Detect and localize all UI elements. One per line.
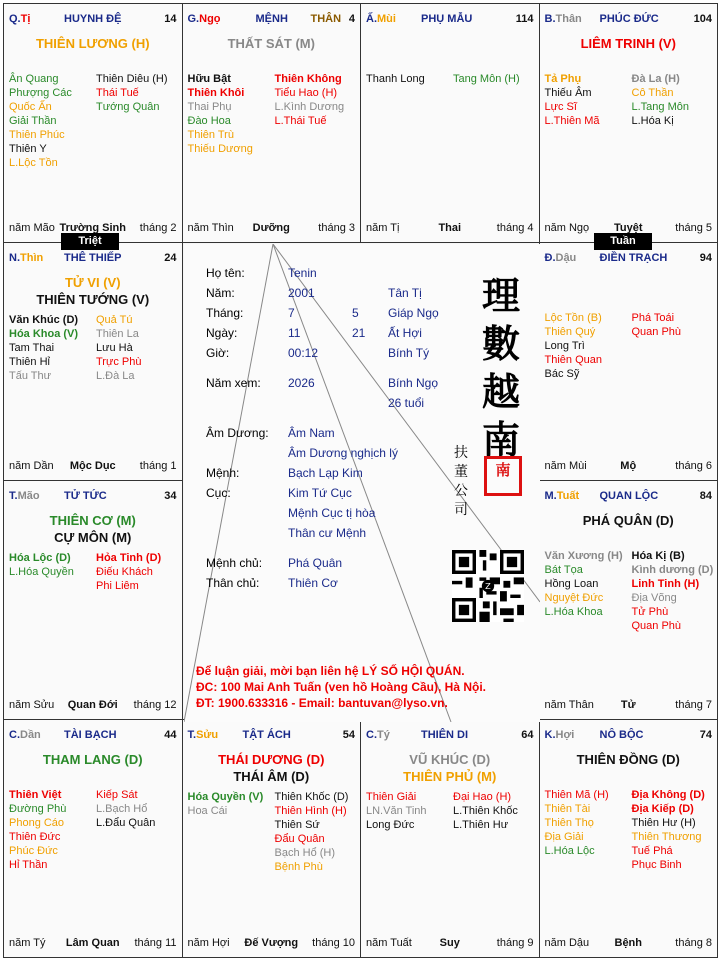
minor-star: Tam Thai (9, 341, 55, 354)
footer-phase: Lâm Quan (65, 937, 120, 949)
right-star-column (632, 72, 689, 128)
menh-chu-label: Mệnh chủ: (206, 556, 263, 570)
day-can-chi: Ất Hợi (388, 326, 422, 340)
minor-star: Thiên Hình (H) (274, 804, 347, 817)
minor-star: Long Đức (366, 818, 415, 831)
palace-header (366, 13, 534, 29)
minor-star: Thiên Quý (544, 325, 596, 338)
year-value: 2001 (288, 286, 315, 300)
minor-star: Phá Toái (631, 311, 675, 324)
footer-phase: Trường Sinh (59, 221, 126, 234)
palace-cell-dan (3, 719, 183, 959)
footer-month: tháng 9 (496, 937, 534, 949)
main-star: TỬ VI (V) (64, 274, 121, 290)
minor-star: L.Thiên Hư (453, 818, 509, 831)
palace-name: ĐIỀN TRẠCH (599, 251, 668, 264)
palace-name: QUAN LỘC (599, 490, 659, 502)
footer-year: năm Tý (9, 937, 46, 949)
minor-star: L.Bạch Hổ (96, 802, 148, 815)
palace-header (9, 13, 177, 29)
minor-star: Lộc Tồn (B) (544, 311, 602, 324)
main-star: THÁI ÂM (D) (233, 768, 310, 784)
footer-year: năm Hợi (187, 937, 230, 949)
minor-star: Hồng Loan (544, 578, 599, 590)
palace-cell-suu (182, 719, 362, 959)
name-value: Tenin (288, 266, 317, 280)
triet-badge: Triệt (61, 233, 119, 250)
cuc-label: Cục: (206, 486, 231, 500)
main-star: THAM LANG (D) (42, 751, 143, 767)
footer-month: tháng 8 (675, 937, 712, 949)
palace-stem: K.Hợi (544, 728, 575, 741)
minor-star: Phúc Đức (9, 844, 58, 857)
than-chu-value: Thiên Cơ (288, 576, 338, 590)
main-star: CỰ MÔN (M) (54, 530, 132, 545)
view-year-label: Năm xem: (206, 376, 261, 390)
footer-year: năm Ngọ (544, 221, 590, 234)
palace-header (545, 490, 713, 506)
main-star: THIÊN LƯƠNG (H) (35, 36, 150, 51)
minor-star: Ân Quang (9, 73, 59, 85)
left-star-column (9, 788, 66, 872)
qr-code-icon[interactable] (452, 550, 524, 622)
right-star-column (96, 551, 161, 593)
minor-star: Hữu Bật (187, 73, 231, 85)
minor-star: Thai Phụ (187, 101, 232, 113)
month-solar: 7 (288, 306, 295, 320)
palace-branch: Hợi (555, 728, 575, 741)
palace-footer (188, 222, 356, 236)
than-chu-label: Thân chủ: (206, 576, 260, 590)
minor-star: Quốc Ấn (9, 101, 52, 113)
palace-stem: G.Ngọ (187, 13, 221, 25)
dai-han-number: 44 (164, 728, 177, 741)
minor-star: Quan Phù (631, 325, 682, 338)
side-inscription: 扶董公司 (454, 445, 468, 518)
year-can-chi: Tân Tị (388, 286, 422, 300)
palace-branch: Mão (17, 490, 40, 502)
main-star: THIÊN CƠ (M) (49, 513, 136, 528)
footer-month: tháng 11 (134, 937, 177, 949)
palace-cell-ty (360, 719, 540, 959)
minor-star: Thiếu Âm (544, 87, 592, 99)
minor-star: Đại Hao (H) (453, 790, 512, 803)
am-duong-note: Âm Dương nghịch lý (288, 446, 398, 460)
palace-stem: M.Tuất (544, 490, 580, 502)
palace-cell-hoi (539, 719, 719, 959)
minor-star: Thiên Mã (H) (544, 788, 609, 801)
right-star-column (632, 788, 705, 872)
palace-header (9, 729, 177, 745)
palace-cell-than (539, 3, 719, 243)
palace-cell-mao (3, 480, 183, 720)
palace-name: TÀI BẠCH (64, 728, 117, 741)
minor-star: Phong Cáo (9, 816, 65, 829)
main-star: LIÊM TRINH (V) (580, 36, 676, 51)
minor-star: Thiên Thọ (544, 816, 594, 829)
palace-footer (545, 460, 713, 474)
minor-star: Tướng Quân (96, 101, 160, 113)
footer-month: tháng 3 (318, 221, 355, 234)
palace-stem: T.Mão (9, 490, 40, 502)
red-seal: 南 (484, 456, 522, 496)
month-label: Tháng: (206, 306, 244, 320)
view-year-value: 2026 (288, 376, 315, 390)
minor-star: Tiểu Hao (H) (274, 87, 338, 99)
left-star-column (545, 72, 600, 128)
menh-label: Mệnh: (206, 466, 240, 480)
dai-han-number: 104 (693, 13, 712, 25)
left-star-column (545, 549, 623, 619)
palace-footer (9, 699, 177, 713)
palace-stem: T.Sửu (187, 728, 219, 741)
minor-star: L.Đẩu Quân (96, 816, 156, 829)
minor-star: Linh Tinh (H) (631, 578, 700, 590)
minor-star: Kình dương (D) (631, 564, 714, 576)
month-lunar: 5 (352, 306, 359, 320)
right-star-column (632, 311, 682, 339)
minor-star: L.Hóa Khoa (544, 606, 603, 618)
palace-name: PHÚC ĐỨC (599, 13, 659, 25)
minor-star: Cô Thần (631, 87, 674, 99)
minor-star: Tả Phụ (544, 73, 582, 85)
name-label: Họ tên: (206, 266, 245, 280)
minor-star: Quan Phù (631, 620, 682, 632)
minor-star: Đẩu Quân (274, 832, 325, 845)
palace-name: HUYNH ĐỆ (64, 13, 122, 25)
dai-han-number: 94 (699, 251, 712, 264)
footer-phase: Quan Đới (67, 698, 118, 711)
minor-star: Thanh Long (366, 73, 425, 85)
minor-star: L.Thiên Mã (544, 115, 600, 127)
palace-header (545, 729, 713, 745)
minor-star: Thiên Y (9, 143, 47, 155)
than-marker: THÂN (310, 13, 342, 25)
palace-branch: Sửu (196, 728, 219, 741)
palace-footer (9, 937, 177, 951)
palace-footer (188, 937, 356, 951)
footer-phase: Thai (438, 221, 462, 234)
footer-phase: Tuyệt (613, 221, 643, 234)
main-star: THẤT SÁT (M) (227, 36, 315, 51)
left-star-column (545, 311, 602, 381)
minor-star: Bát Tọa (544, 564, 583, 576)
footer-year: năm Thân (544, 698, 594, 711)
minor-star: Đường Phù (9, 802, 67, 815)
minor-star: Nguyệt Đức (544, 592, 604, 604)
left-star-column (9, 551, 74, 579)
left-star-column (366, 72, 425, 86)
palace-branch: Dậu (555, 251, 577, 264)
dai-han-number: 114 (515, 13, 534, 25)
minor-star: Hỏa Tinh (D) (96, 552, 162, 564)
main-star: PHÁ QUÂN (D) (582, 513, 674, 528)
minor-star: Thiên Thương (631, 830, 702, 843)
minor-star: Tử Phù (631, 606, 669, 618)
minor-star: Lưu Hà (96, 341, 133, 354)
dai-han-number: 34 (164, 490, 177, 502)
year-label: Năm: (206, 286, 235, 300)
main-star: THIÊN ĐỒNG (D) (576, 751, 680, 767)
palace-header (188, 729, 356, 745)
palace-branch: Tị (20, 13, 31, 25)
minor-star: Bệnh Phù (274, 860, 323, 873)
palace-footer (9, 460, 177, 474)
right-star-column (96, 72, 168, 114)
footer-year: năm Mùi (544, 460, 587, 472)
minor-star: Phục Binh (631, 858, 682, 871)
minor-star: Thiên Sứ (274, 818, 320, 831)
footer-year: năm Thìn (187, 221, 234, 234)
palace-footer (366, 222, 534, 236)
cuc-value: Kim Tứ Cục (288, 486, 352, 500)
minor-star: Bạch Hổ (H) (274, 846, 336, 859)
minor-star: Thiên Hỉ (9, 355, 50, 368)
minor-star: L.Tang Môn (631, 101, 689, 113)
footer-phase: Dưỡng (252, 221, 290, 234)
minor-star: L.Hóa Kị (631, 115, 674, 127)
footer-phase: Suy (439, 937, 460, 949)
minor-star: Trực Phù (96, 355, 142, 368)
palace-header (366, 729, 534, 745)
am-duong-value: Âm Nam (288, 426, 335, 440)
palace-branch: Thìn (20, 251, 44, 264)
menh-chu-value: Phá Quân (288, 556, 343, 570)
footer-year: năm Dần (9, 460, 54, 472)
palace-cell-thin (3, 242, 183, 482)
minor-star: LN.Văn Tinh (366, 804, 427, 817)
left-star-column (545, 788, 609, 858)
footer-phase: Mộ (620, 460, 637, 472)
palace-footer (545, 937, 713, 951)
footer-phase: Tử (620, 698, 636, 711)
minor-star: Thiên Quan (544, 353, 602, 366)
month-can-chi: Giáp Ngọ (388, 306, 439, 320)
palace-cell-tuat (539, 480, 719, 720)
right-star-column (275, 790, 349, 874)
palace-footer (366, 937, 534, 951)
minor-star: L.Lộc Tồn (9, 157, 58, 169)
minor-star: Thiên Phúc (9, 129, 65, 141)
view-year-can-chi: Bính Ngọ (388, 376, 439, 390)
hour-can-chi: Bính Tý (388, 346, 430, 360)
palace-name: TỬ TỨC (64, 490, 107, 502)
palace-header (188, 13, 356, 29)
minor-star: Thiên Đức (9, 830, 61, 843)
left-star-column (188, 790, 264, 818)
dai-han-number: 74 (699, 728, 712, 741)
day-lunar: 21 (352, 326, 366, 340)
minor-star: Phi Liêm (96, 580, 139, 592)
palace-name: PHỤ MẪU (421, 13, 473, 25)
footer-year: năm Tuất (366, 937, 412, 949)
contact-line-2: ĐC: 100 Mai Anh Tuấn (ven hồ Hoàng Cầu), Hà Nội. (196, 680, 487, 694)
footer-month: tháng 2 (139, 221, 177, 234)
dai-han-number: 64 (521, 728, 534, 741)
right-star-column (453, 790, 518, 832)
palace-cell-ngo (182, 3, 362, 243)
left-star-column (188, 72, 253, 156)
palace-name: THIÊN DI (421, 728, 469, 741)
palace-name: NÔ BỘC (599, 728, 644, 741)
palace-stem: N.Thìn (9, 251, 44, 264)
dai-han-number: 84 (699, 490, 712, 502)
minor-star: Địa Giải (544, 830, 584, 843)
minor-star: L.Kình Dương (274, 101, 345, 113)
dai-han-number: 4 (348, 13, 355, 25)
minor-star: Địa Kiếp (D) (631, 802, 694, 815)
calligraphy-logo: 理數越南 (481, 273, 520, 462)
palace-cell-ti (3, 3, 183, 243)
minor-star: Thiên La (96, 327, 139, 340)
palace-stem: Q.Tị (9, 13, 31, 25)
minor-star: Hóa Lộc (D) (9, 552, 71, 564)
minor-star: Văn Khúc (D) (9, 313, 79, 326)
palace-branch: Ngọ (199, 13, 221, 25)
svg-text:Z: Z (485, 581, 491, 592)
palace-name: THÊ THIẾP (64, 251, 122, 264)
palace-stem: C.Dần (9, 728, 41, 741)
minor-star: Thiên Tài (544, 802, 591, 815)
minor-star: Bác Sỹ (544, 367, 580, 380)
footer-year: năm Sửu (9, 698, 55, 711)
main-star: THIÊN TƯỚNG (V) (36, 291, 150, 307)
minor-star: L.Đà La (96, 369, 135, 382)
main-star: THÁI DƯƠNG (D) (218, 751, 325, 767)
minor-star: Thiên Không (274, 73, 342, 85)
palace-branch: Mùi (377, 13, 396, 25)
dai-han-number: 14 (164, 13, 177, 25)
footer-phase: Bệnh (614, 937, 642, 949)
palace-header (545, 252, 713, 268)
hour-label: Giờ: (206, 346, 230, 360)
minor-star: Văn Xương (H) (544, 550, 623, 562)
minor-star: L.Hóa Quyền (9, 566, 74, 578)
minor-star: Đào Hoa (187, 115, 231, 127)
main-star: VŨ KHÚC (D) (409, 751, 491, 767)
minor-star: Thiên Diêu (H) (96, 73, 168, 85)
minor-star: Địa Võng (631, 592, 677, 604)
menh-value: Bạch Lạp Kim (288, 466, 363, 480)
main-star: THIÊN PHỦ (M) (403, 768, 497, 784)
right-star-column (275, 72, 345, 128)
palace-branch: Dần (20, 728, 41, 741)
palace-header (9, 490, 177, 506)
minor-star: Tấu Thư (9, 369, 52, 382)
minor-star: Thiên Khốc (D) (274, 790, 349, 803)
day-label: Ngày: (206, 326, 238, 340)
minor-star: Hỉ Thần (9, 858, 48, 871)
footer-year: năm Tị (366, 221, 400, 234)
minor-star: Thiên Hư (H) (631, 816, 696, 829)
palace-cell-dau (539, 242, 719, 482)
minor-star: Giải Thần (9, 115, 57, 127)
minor-star: L.Hóa Lộc (544, 844, 595, 857)
minor-star: Thiên Việt (9, 788, 62, 801)
minor-star: Phượng Các (9, 87, 72, 99)
minor-star: L.Thiên Khốc (453, 804, 518, 817)
right-star-column (96, 788, 155, 830)
footer-month: tháng 6 (675, 460, 712, 472)
minor-star: Hóa Khoa (V) (9, 327, 79, 340)
dai-han-number: 54 (342, 728, 355, 741)
footer-phase: Đế Vượng (244, 937, 299, 949)
horoscope-chart (3, 3, 717, 957)
minor-star: Thiên Trù (187, 129, 234, 141)
left-star-column (9, 313, 78, 383)
palace-stem: Ấ.Mùi (366, 13, 396, 25)
footer-month: tháng 12 (133, 698, 177, 711)
palace-name: MỆNH (255, 13, 288, 25)
right-star-column (96, 313, 141, 383)
footer-phase: Mộc Dục (69, 460, 116, 472)
minor-star: Địa Không (D) (631, 788, 705, 801)
minor-star: Thiên Khôi (187, 87, 245, 99)
minor-star: Hóa Quyền (V) (187, 790, 264, 803)
minor-star: Kiếp Sát (96, 788, 138, 801)
footer-month: tháng 4 (496, 221, 534, 234)
left-star-column (9, 72, 72, 170)
minor-star: Điếu Khách (96, 566, 153, 578)
hour-value: 00:12 (288, 346, 319, 360)
contact-line-3: ĐT: 1900.633316 - Email: bantuvan@lyso.vn. (196, 696, 448, 710)
footer-year: năm Dậu (544, 937, 590, 949)
palace-name: TẬT ÁCH (242, 728, 291, 741)
minor-star: Hóa Kị (B) (631, 550, 685, 562)
minor-star: Thiếu Dương (187, 143, 253, 155)
palace-footer (545, 699, 713, 713)
footer-month: tháng 5 (675, 221, 712, 234)
palace-branch: Tuất (556, 490, 580, 502)
footer-month: tháng 7 (675, 698, 712, 711)
right-star-column (453, 72, 520, 86)
minor-star: Tuế Phá (631, 844, 673, 857)
palace-branch: Tý (377, 728, 390, 741)
footer-month: tháng 1 (139, 460, 177, 472)
palace-cell-mui (360, 3, 540, 243)
day-solar: 11 (288, 326, 301, 340)
minor-star: Đà La (H) (631, 73, 680, 85)
tuan-badge: Tuần (594, 233, 652, 250)
palace-stem: B.Thân (544, 13, 582, 25)
cuc-relation: Mệnh Cục tị hòa (288, 506, 376, 520)
minor-star: Quả Tú (96, 313, 133, 326)
minor-star: Thiên Giải (366, 790, 417, 803)
palace-header (545, 13, 713, 29)
dai-han-number: 24 (164, 251, 177, 264)
than-cu: Thân cư Mệnh (288, 526, 367, 540)
minor-star: Hoa Cái (187, 804, 228, 817)
age-value: 26 tuổi (388, 396, 425, 410)
palace-header (9, 252, 177, 268)
right-star-column (632, 549, 714, 633)
minor-star: Thái Tuế (96, 87, 139, 99)
minor-star: Tang Môn (H) (453, 73, 520, 85)
minor-star: Long Trì (544, 339, 585, 352)
contact-line-1: Để luận giải, mời bạn liên hệ LÝ SỐ HỘI QUÁN. (196, 664, 465, 678)
palace-stem: Đ.Dậu (544, 251, 577, 264)
minor-star: L.Thái Tuế (274, 115, 327, 127)
footer-year: năm Mão (9, 221, 55, 234)
palace-branch: Thân (555, 13, 582, 25)
palace-stem: C.Tý (366, 728, 390, 741)
center-info-panel (184, 244, 540, 722)
minor-star: Lực Sĩ (544, 101, 577, 113)
footer-month: tháng 10 (312, 937, 355, 949)
left-star-column (366, 790, 427, 832)
am-duong-label: Âm Dương: (206, 426, 269, 440)
